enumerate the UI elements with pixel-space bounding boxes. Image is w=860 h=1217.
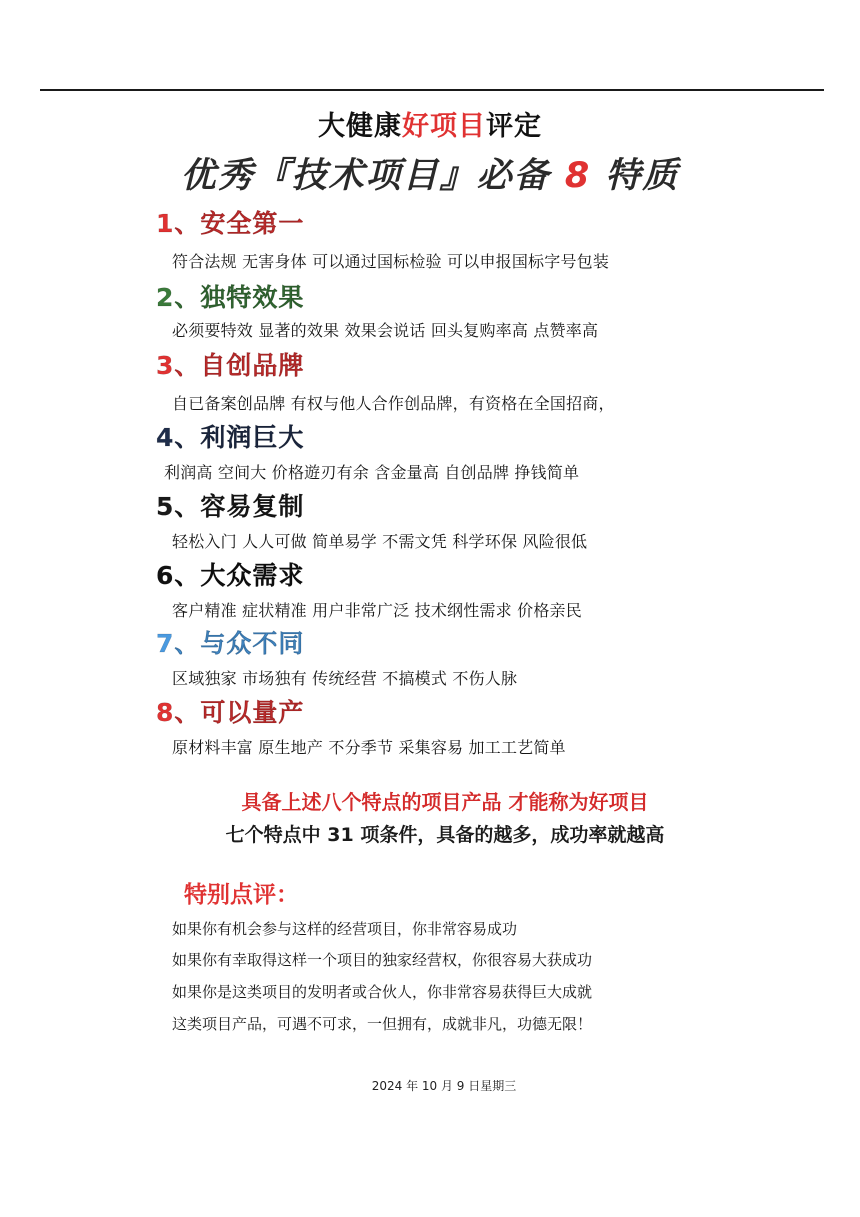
- trait-description-7: 区域独家 市场独有 传统经营 不搞模式 不伤人脉: [172, 669, 518, 688]
- subtitle-part1: 优秀『技术项目』必备: [180, 156, 565, 196]
- comment-line-4: 这类项目产品，可遇不可求，一但拥有，成就非凡，功德无限！: [172, 1015, 593, 1033]
- trait-heading-8: 8、可以量产: [156, 698, 305, 727]
- title-part2: 评定: [486, 111, 542, 142]
- trait-description-3: 自已备案创品牌 有权与他人合作创品牌，有资格在全国招商，: [172, 394, 615, 413]
- trait-heading-4: 4、利润巨大: [156, 423, 305, 452]
- page-title: [0, 104, 860, 143]
- trait-heading-5: 5、容易复制: [156, 492, 305, 521]
- trait-heading-7: 7、与众不同: [156, 629, 305, 658]
- summary-line-1: 具备上述八个特点的项目产品 才能称为好项目: [241, 790, 649, 814]
- trait-heading-1: 1、安全第一: [156, 209, 305, 238]
- title-part1: 大健康: [318, 111, 402, 142]
- trait-description-6: 客户精准 症状精准 用户非常广泛 技术纲性需求 价格亲民: [172, 601, 582, 620]
- page-subtitle: [0, 148, 860, 198]
- trait-description-2: 必须要特效 显著的效果 效果会说话 回头复购率高 点赞率高: [172, 321, 599, 340]
- trait-heading-6: 6、大众需求: [156, 561, 305, 590]
- subtitle-number: 8: [564, 156, 592, 196]
- title-highlight: 好项目: [402, 111, 486, 142]
- comment-line-3: 如果你是这类项目的发明者或合伙人，你非常容易获得巨大成就: [172, 983, 593, 1001]
- subtitle-part2: 特质: [591, 156, 680, 196]
- trait-description-8: 原材料丰富 原生地产 不分季节 采集容易 加工工艺简单: [172, 738, 566, 757]
- trait-heading-2: 2、独特效果: [156, 283, 305, 312]
- trait-heading-3: 3、自创品牌: [156, 351, 305, 380]
- top-divider: [40, 89, 824, 91]
- comment-line-1: 如果你有机会参与这样的经营项目，你非常容易成功: [172, 920, 518, 938]
- date-footer: 2024 年 10 月 9 日星期三: [371, 1079, 517, 1093]
- summary-line-2: 七个特点中 31 项条件，具备的越多，成功率就越高: [225, 824, 665, 846]
- trait-description-4: 利润高 空间大 价格遊刃有余 含金量高 自创品牌 挣钱简单: [164, 463, 580, 482]
- trait-description-5: 轻松入门 人人可做 简单易学 不需文凭 科学环保 风险很低: [172, 532, 588, 551]
- trait-description-1: 符合法规 无害身体 可以通过国标检验 可以申报国标字号包装: [172, 252, 610, 271]
- comment-heading: 特别点评：: [184, 882, 299, 908]
- comment-line-2: 如果你有幸取得这样一个项目的独家经营权，你很容易大获成功: [172, 951, 593, 969]
